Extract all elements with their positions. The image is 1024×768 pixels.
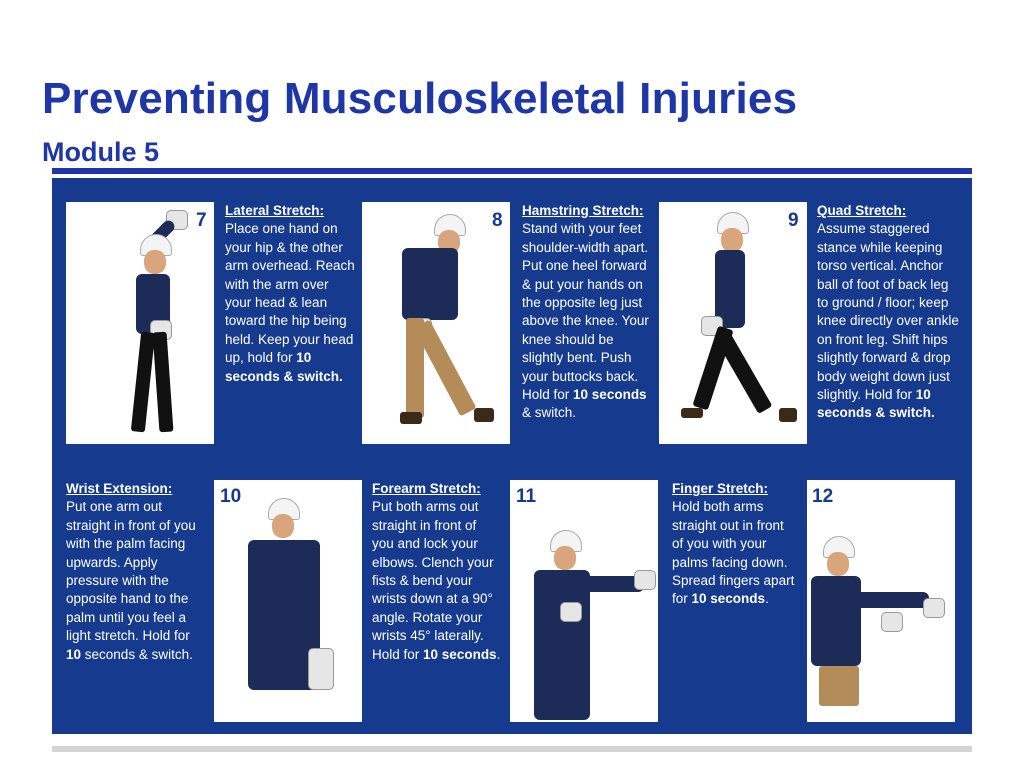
title-divider [52,168,972,174]
stretch-10-body: Put one arm out straight in front of you with the palm facing upwards. Apply pressure with the opposite hand to the palm until you feel a light stretch. Hold for 10 seconds & switch. [66,499,196,662]
stretch-9-text [817,202,967,423]
stretch-7-heading: Lateral Stretch: [225,203,325,218]
stretch-12-heading: Finger Stretch: [672,481,769,496]
stretch-9-photo [659,202,807,444]
page-subtitle: Module 5 [42,137,160,167]
stretch-11-text [372,480,512,664]
stretch-12-text [672,480,812,609]
stretch-12-photo [807,480,955,722]
stretch-11-photo [510,480,658,722]
stretch-7-photo [66,202,214,444]
stretch-8-body: Stand with your feet shoulder-width apart. Put one heel forward & put your hands on the opposite leg just above the knee. Your knee should be slightly bent. Push your buttocks back. Hold for 10 seconds & switch. [522,221,649,421]
stretch-9-heading: Quad Stretch: [817,203,907,218]
stretch-10-heading: Wrist Extension: [66,481,173,496]
stretch-10-photo [214,480,362,722]
page-title: Preventing Musculoskeletal Injuries [42,74,798,123]
stretch-7-body: Place one hand on your hip & the other arm overhead. Reach with the arm over your head & lean toward the hip being held. Keep your head up, hold for 10 seconds & switch. [225,221,355,384]
stretch-12-body: Hold both arms straight out in front of you with your palms facing down. Spread fingers apart for 10 seconds. [672,499,795,607]
stretch-11-number: 11 [516,486,537,507]
stretch-10-text [66,480,216,664]
stretch-11-body: Put both arms out straight in front of you and lock your elbows. Clench your fists & bend your wrists down at a 90° angle. Rotate your wrists 45° laterally. Hold for 10 seconds. [372,499,501,662]
stretch-8-heading: Hamstring Stretch: [522,203,644,218]
stretch-12-number: 12 [812,486,834,507]
stretch-7-text [225,202,365,386]
stretch-11-heading: Forearm Stretch: [372,481,481,496]
stretch-9-body: Assume staggered stance while keeping torso vertical. Anchor ball of foot of back leg to ground / floor; keep knee directly over ankle on front leg. Shift hips slightly forward & drop body weight down just slightly. Hold for 10 seconds & switch. [817,221,959,421]
footer-divider [52,746,972,752]
stretch-poster [52,178,972,734]
stretch-8-text [522,202,662,423]
stretch-7-number: 7 [196,210,207,231]
stretch-8-number: 8 [492,210,503,231]
stretch-9-number: 9 [788,210,799,231]
stretch-8-photo [362,202,510,444]
stretch-10-number: 10 [220,486,242,507]
